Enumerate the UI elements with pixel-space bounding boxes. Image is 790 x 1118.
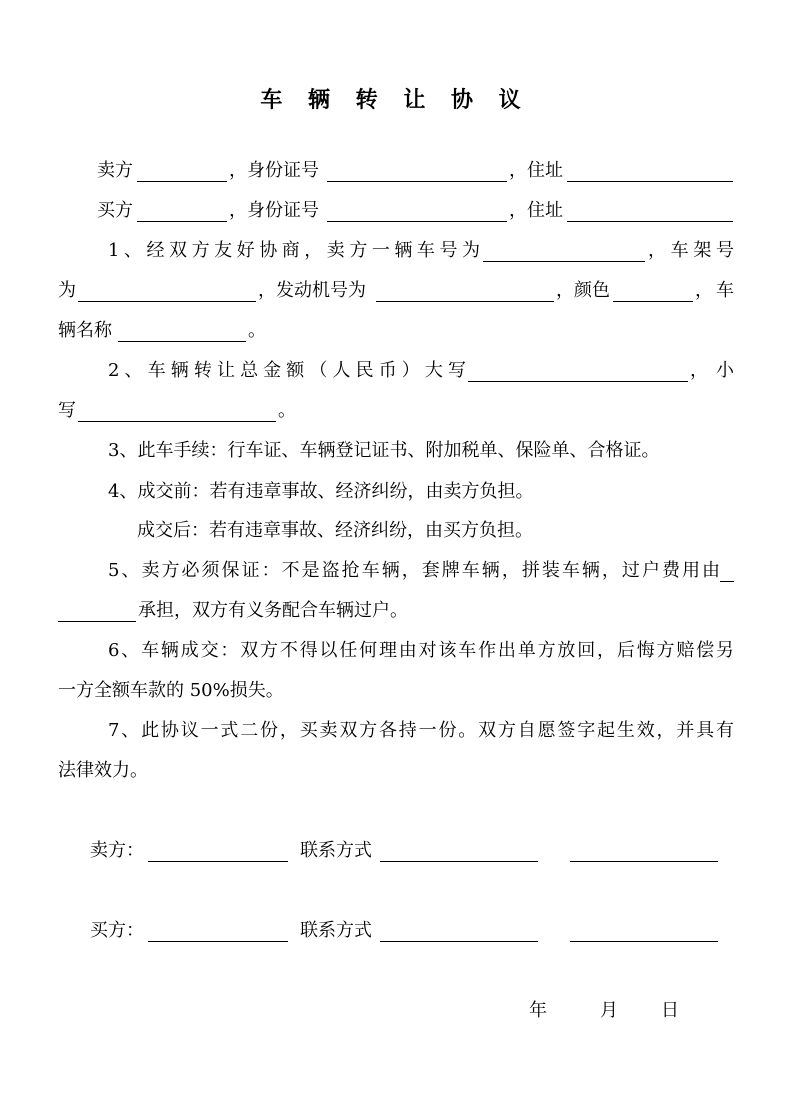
clause1-line2-start: 为 — [58, 280, 76, 301]
clause1-line1: 1、经双方友好协商，卖方一辆车号为 — [108, 240, 480, 261]
clause7-line2: 法律效力。 — [58, 760, 148, 781]
seller-contact-label: 联系方式 — [300, 840, 372, 861]
seller-signature-label: 卖方： — [90, 840, 144, 861]
clause1-end: 。 — [248, 320, 266, 341]
seller-id-blank[interactable] — [327, 181, 507, 182]
clause2-line1-tail: ，小 — [690, 360, 734, 381]
seller-contact-blank[interactable] — [380, 861, 538, 862]
buyer-contact-blank[interactable] — [380, 941, 538, 942]
seller-label: 卖方 — [97, 160, 133, 181]
seller-address-label: ，住址 — [509, 160, 563, 181]
buyer-id-label: ，身份证号 — [229, 200, 319, 221]
seller-signature-blank[interactable] — [148, 861, 288, 862]
clause4-line2: 成交后：若有违章事故、经济纠纷，由买方负担。 — [137, 520, 533, 541]
engine-number-label: ，发动机号为 — [258, 280, 366, 301]
date-day: 日 — [661, 1000, 679, 1021]
clause5-line2: 承担，双方有义务配合车辆过户。 — [138, 600, 408, 621]
clause4-line1: 4、成交前：若有违章事故、经济纠纷，由卖方负担。 — [108, 481, 534, 502]
clause2-line1: 2、车辆转让总金额（人民币）大写 — [108, 360, 466, 381]
seller-extra-blank[interactable] — [570, 861, 718, 862]
buyer-signature-label: 买方： — [90, 920, 144, 941]
buyer-address-blank[interactable] — [567, 221, 733, 222]
color-blank[interactable] — [613, 301, 693, 302]
transfer-fee-blank-a[interactable] — [720, 581, 734, 582]
buyer-extra-blank[interactable] — [570, 941, 718, 942]
seller-address-blank[interactable] — [567, 181, 733, 182]
buyer-id-blank[interactable] — [327, 221, 507, 222]
buyer-label: 买方 — [97, 200, 133, 221]
seller-name-blank[interactable] — [137, 181, 227, 182]
clause6-line1: 6、车辆成交：双方不得以任何理由对该车作出单方放回，后悔方赔偿另 — [108, 640, 734, 661]
plate-number-blank[interactable] — [483, 261, 645, 262]
vehicle-name-label: 辆名称 — [58, 320, 112, 341]
date-month: 月 — [600, 1000, 618, 1021]
clause5-line1: 5、卖方必须保证：不是盗抢车辆，套牌车辆，拼装车辆，过户费用由 — [108, 560, 720, 581]
engine-number-blank[interactable] — [376, 301, 554, 302]
buyer-name-blank[interactable] — [137, 221, 227, 222]
buyer-address-label: ，住址 — [509, 200, 563, 221]
date-year: 年 — [529, 1000, 547, 1021]
transfer-fee-blank-b[interactable] — [58, 621, 136, 622]
clause2-end: 。 — [278, 400, 296, 421]
vehicle-name-blank[interactable] — [118, 341, 246, 342]
document-title: 车 辆 转 让 协 议 — [260, 87, 530, 113]
clause1-line2-tail: ，车 — [695, 280, 734, 301]
clause7-line1: 7、此协议一式二份，买卖双方各持一份。双方自愿签字起生效，并具有 — [108, 720, 734, 741]
buyer-signature-blank[interactable] — [148, 941, 288, 942]
amount-words-blank[interactable] — [468, 381, 688, 382]
clause3: 3、此车手续：行车证、车辆登记证书、附加税单、保险单、合格证。 — [108, 440, 660, 461]
amount-figures-label: 写 — [58, 400, 76, 421]
amount-figures-blank[interactable] — [78, 421, 276, 422]
clause6-line2: 一方全额车款的 50%损失。 — [58, 680, 284, 701]
color-label: ，颜色 — [556, 280, 610, 301]
frame-number-blank[interactable] — [78, 301, 256, 302]
clause1-line1-tail: ，车架号 — [648, 240, 734, 261]
buyer-contact-label: 联系方式 — [300, 920, 372, 941]
seller-id-label: ，身份证号 — [229, 160, 319, 181]
